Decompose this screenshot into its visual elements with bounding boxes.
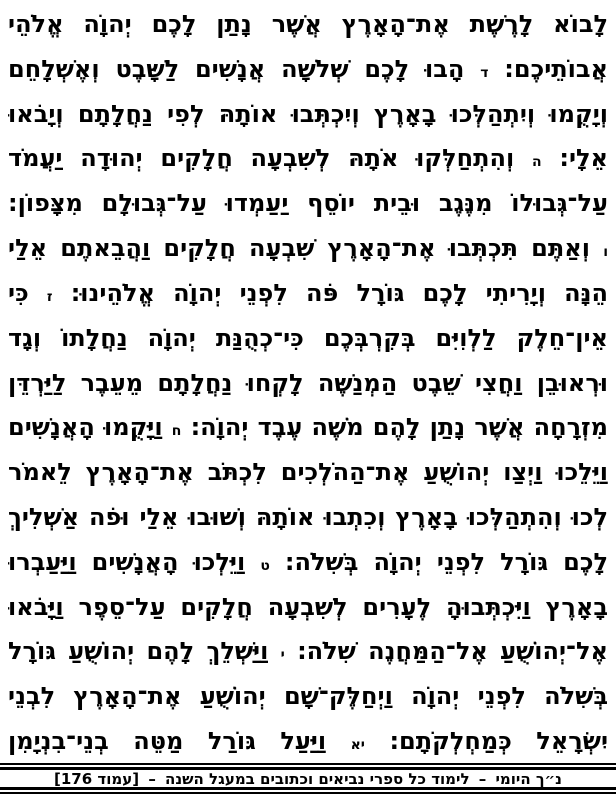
footer-text <box>52 770 564 788</box>
verse-number: ז <box>46 288 53 305</box>
verse-number: י <box>280 647 285 664</box>
text-line <box>8 450 608 494</box>
verse-text: הֵנָּה וְיָרִיתִי לָכֶם גּוֹרָל פֹּה לִפְנֵי יְהוָֹה אֱלֹהֵינוּ: <box>70 278 608 307</box>
verse-text: וְהִתְחַלְּקוּ אֹתָהּ לְשִׁבְעָה חֲלָקִים יְהוּדָה יַעֲמֹד <box>8 144 515 173</box>
verse-number: יא <box>350 737 365 753</box>
verse-text: אֲבוֹתֵיכֶם: <box>504 54 608 83</box>
text-line <box>8 629 608 673</box>
verse-text: לְכוּ וְהִתְהַלְּכוּ בָאָרֶץ וְכִתְבוּ אוֹתָהּ וְשׁוּבוּ אֵלַי וּפֹה אַשְׁלִיךְ <box>8 502 608 531</box>
footer-separator: – <box>148 769 156 788</box>
text-line <box>8 674 608 718</box>
verse-text: אֶל־יְהוֹשֻׁעַ אֶל־הַמַּחֲנֶה שִׁלֹה: <box>297 637 608 666</box>
verse-text: יִשְׂרָאֵל כְּמַחְלְקֹתָם: <box>389 727 608 755</box>
verse-text: וַיַּשְׁלֵךְ לָהֶם יְהוֹשֻׁעַ גּוֹרָל <box>8 637 269 666</box>
verse-text: בְּשִׁלֹה לִפְנֵי יְהוָֹה וַיְחַלֶּק־שָׁם יְהוֹשֻׁעַ אֶת־הָאָרֶץ לִבְנֵי <box>8 682 608 711</box>
text-line <box>8 47 608 91</box>
verse-text: וְאַתֶּם תִּכְתְּבוּ אֶת־הָאָרֶץ שִׁבְעָה חֲלָקִים וַהֲבֵאתֶם אֵלַי <box>8 234 590 263</box>
text-line <box>8 136 608 180</box>
verse-text: בָאָרֶץ וַיִּכְתְּבוּהָ לֶעָרִים לְשִׁבְעָה חֲלָקִים עַל־סֵפֶר וַיָּבֹאוּ <box>8 592 608 621</box>
verse-text: לָכֶם גּוֹרָל לִפְנֵי יְהוָֹה בְּשִׁלֹה: <box>284 547 608 576</box>
text-line <box>8 271 608 315</box>
text-line <box>8 92 608 136</box>
text-line <box>8 181 608 225</box>
text-line <box>8 585 608 629</box>
verse-text: וּרְאוּבֵן וַחֲצִי שֵׁבֶט הַמְנַשֶּׁה לָקְחוּ נַחֲלָתָם מֵעֵבֶר לַיַּרְדֵּן <box>8 368 608 397</box>
verse-text: וַיַּעַל גּוֹרַל מַטֵּה בְנֵי־בִנְיָמִן <box>8 727 327 755</box>
footer-bar <box>0 763 616 800</box>
text-line <box>8 361 608 405</box>
text-line <box>8 540 608 584</box>
text-line <box>8 316 608 360</box>
verse-number: ט <box>260 557 270 574</box>
verse-text: אֵלָי: <box>559 144 608 173</box>
verse-number: ד <box>480 64 489 81</box>
footer-bottom-rule <box>0 792 616 794</box>
verse-text: אֵין־חֵלֶק לַלְוִיִּם בְּקִרְבְּכֶם כִּי־כְהֻנַּת יְהוָֹה נַחֲלָתוֹ וְגָד <box>8 323 608 352</box>
verse-text: וַיָּקֻמוּ הָאֲנָשִׁים <box>8 413 163 442</box>
footer-band <box>0 767 616 790</box>
footer-title: נ״ך היומי <box>495 769 562 788</box>
verse-text: וַיֵּלֵכוּ וַיְצַו יְהוֹשֻׁעַ אֶת־הַהֹלְכִים לִכְתֹּב אֶת־הָאָרֶץ לֵאמֹר <box>8 458 608 487</box>
text-line <box>8 495 608 539</box>
verse-number: ו <box>603 244 608 261</box>
verse-text: עַל־גְּבוּלוֹ מִנֶּגֶב וּבֵית יוֹסֵף יַעַמְדוּ עַל־גְּבוּלָם מִצָּפוֹן: <box>8 189 608 218</box>
text-line <box>8 405 608 449</box>
verse-text: מִזְרָחָה אֲשֶׁר נָתַן לָהֶם מֹשֶׁה עֶבֶד יְהוָֹה: <box>190 413 608 442</box>
footer-description: לימוד כל ספרי נביאים וכתובים במעגל השנה <box>165 769 470 788</box>
verse-text: כִּי <box>8 278 29 307</box>
footer-separator: – <box>478 769 487 788</box>
text-line <box>8 2 608 46</box>
verse-text: וְיָקֻמוּ וְיִתְהַלְּכוּ בָאָרֶץ וְיִכְתְּבוּ אוֹתָהּ לְפִי נַחֲלָתָם וְיָבֹאוּ <box>8 99 608 128</box>
footer-top-rule <box>0 763 616 765</box>
text-line <box>8 719 608 763</box>
text-line <box>8 226 608 270</box>
footer-page-number: [עמוד 176] <box>54 769 140 788</box>
verse-text: וַיֵּלְכוּ הָאֲנָשִׁים וַיַּעַבְרוּ <box>8 547 246 576</box>
verse-number: ח <box>171 423 182 440</box>
verse-number: ה <box>531 154 542 171</box>
verse-text: הָבוּ לָכֶם שְׁלֹשָׁה אֲנָשִׁים לַשָּׁבֶט וְאֶשְׁלָחֵם <box>8 54 465 83</box>
verse-text: לָבוֹא לָרֶשֶׁת אֶת־הָאָרֶץ אֲשֶׁר נָתַן לָכֶם יְהוָֹה אֱלֹהֵי <box>8 10 608 38</box>
